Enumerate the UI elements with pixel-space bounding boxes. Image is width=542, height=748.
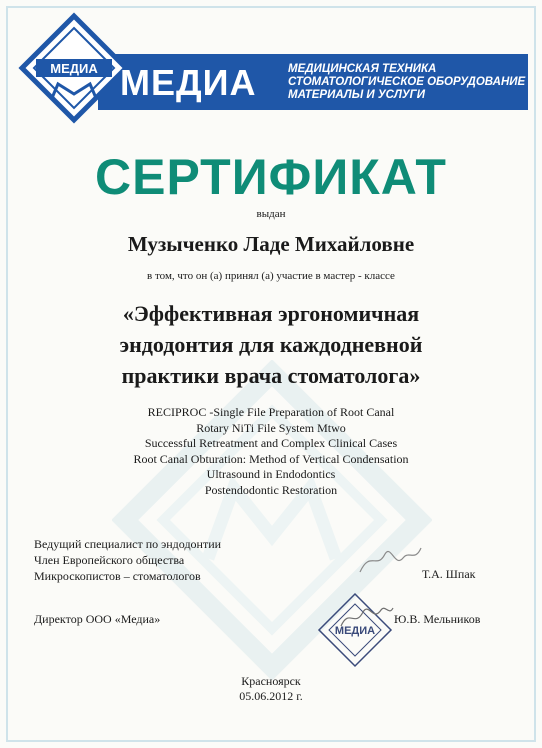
course-title bbox=[40, 298, 502, 391]
specialist-title-line: Член Европейского общества bbox=[34, 553, 185, 567]
recipient-name: Музыченко Ладе Михайловне bbox=[127, 232, 415, 256]
certificate-title: СЕРТИФИКАТ bbox=[95, 149, 447, 205]
course-title-line: эндодонтия для каждодневной bbox=[119, 332, 423, 357]
media-logo-icon bbox=[18, 12, 130, 124]
specialist-title-line: Ведущий специалист по эндодонтии bbox=[34, 537, 222, 551]
logo-text: МЕДИА bbox=[50, 61, 98, 76]
specialist-title-line: Микроскопистов – стоматологов bbox=[34, 569, 201, 583]
course-title-line: практики врача стоматолога» bbox=[121, 363, 421, 388]
tagline-line: МАТЕРИАЛЫ И УСЛУГИ bbox=[288, 89, 425, 101]
director-signature bbox=[335, 596, 395, 636]
specialist-name: Т.А. Шпак bbox=[422, 567, 476, 581]
specialist-title bbox=[34, 536, 294, 584]
issue-date: 05.06.2012 г. bbox=[239, 689, 303, 703]
topic-item: Ultrasound in Endodontics bbox=[206, 467, 336, 482]
brand-name: МЕДИА bbox=[120, 62, 257, 103]
director-name: Ю.В. Мельников bbox=[394, 612, 481, 626]
brand-tagline bbox=[288, 63, 526, 102]
topic-item: Root Canal Obturation: Method of Vertical Condensation bbox=[133, 451, 409, 466]
topic-item: Rotary NiTi File System Mtwo bbox=[196, 420, 346, 435]
specialist-signature bbox=[355, 540, 425, 580]
header bbox=[18, 12, 528, 112]
place-and-date bbox=[0, 674, 542, 704]
stamp-text: МЕДИА bbox=[334, 625, 376, 637]
tagline-line: СТОМАТОЛОГИЧЕСКОЕ ОБОРУДОВАНИЕ bbox=[288, 76, 526, 88]
issued-label: выдан bbox=[256, 208, 286, 220]
city: Красноярск bbox=[241, 674, 301, 688]
topic-item: Postendodontic Restoration bbox=[204, 482, 338, 497]
topic-item: RECIPROC -Single File Preparation of Root Canal bbox=[147, 405, 395, 419]
tagline-line: МЕДИЦИНСКАЯ ТЕХНИКА bbox=[288, 63, 437, 75]
topics-list bbox=[40, 405, 502, 499]
topic-item: Successful Retreatment and Complex Clinical Cases bbox=[144, 436, 398, 451]
course-title-line: «Эффективная эргономичная bbox=[122, 301, 420, 326]
participation-statement: в том, что он (а) принял (а) участие в мастер - классе bbox=[147, 270, 395, 282]
director-role: Директор ООО «Медиа» bbox=[34, 612, 161, 626]
